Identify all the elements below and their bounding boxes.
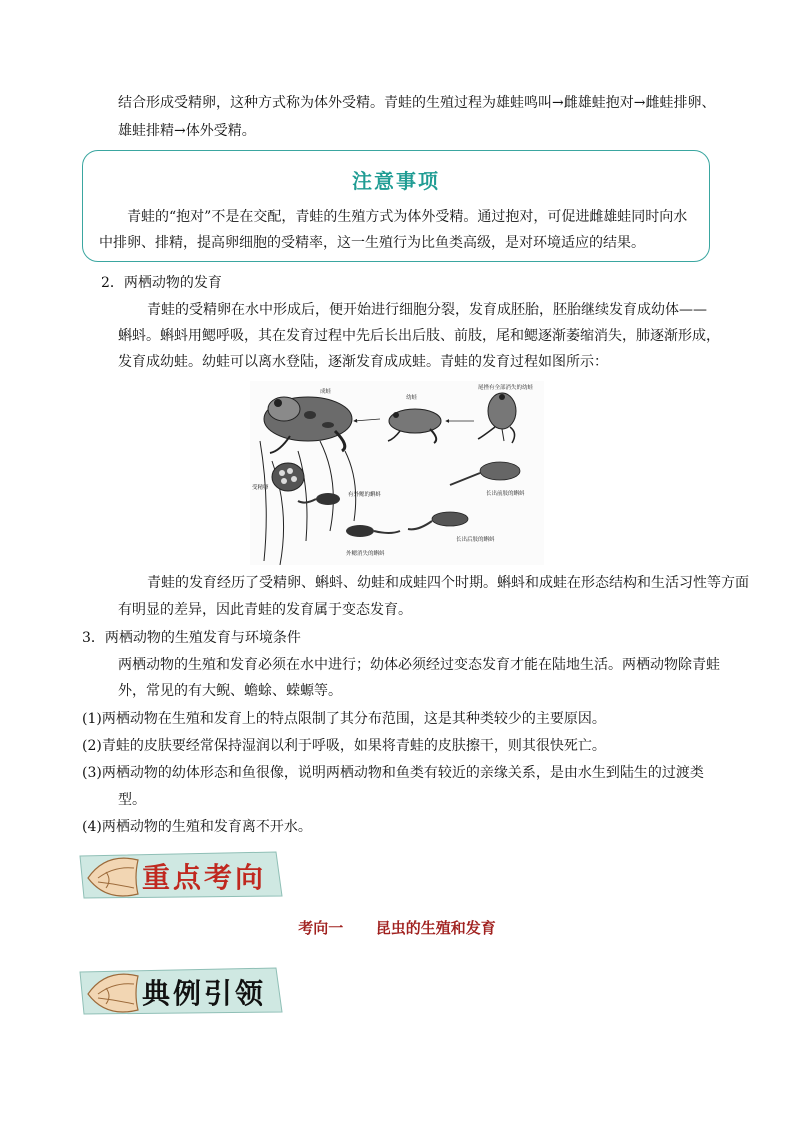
- key-direction-banner: [76, 848, 286, 902]
- label-adult: 成蛙: [320, 389, 332, 395]
- label-external-gill: 有外鳃的蝌蚪: [348, 492, 382, 498]
- section3-heading: 3．两栖动物的生殖发育与环境条件: [82, 630, 301, 646]
- subhead-label: 考向一: [298, 919, 344, 937]
- young-frog-drawing: [388, 409, 441, 443]
- section2-para1-line3: 发育成幼蛙。幼蛙可以离水登陆，逐渐发育成成蛙。青蛙的发育过程如图所示：: [118, 354, 608, 370]
- banner1-text: 重点考向: [142, 861, 267, 894]
- section2-para1-line2: 蝌蚪。蝌蚪用鳃呼吸，其在发育过程中先后长出后肢、前肢，尾和鳃逐渐萎缩消失，肺逐渐形成，: [118, 328, 720, 344]
- note-box: [82, 150, 710, 262]
- tadpole-gill-gone: [346, 525, 400, 537]
- intro-line-1: 结合形成受精卵，这种方式称为体外受精。青蛙的生殖过程为雄蛙鸣叫→雌雄蛙抱对→雌蛙排卵、: [118, 95, 716, 111]
- frog-cycle-illustration: [250, 381, 544, 565]
- tadpole-forelimb: [450, 462, 520, 485]
- note-title: 注意事项: [352, 169, 440, 193]
- section2-para1-line1: 青蛙的受精卵在水中形成后，便开始进行细胞分裂，发育成胚胎，胚胎继续发育成幼体——: [147, 302, 707, 318]
- label-gill-gone: 外鳃消失的蝌蚪: [346, 551, 385, 557]
- section3-para-line1: 两栖动物的生殖和发育必须在水中进行；幼体必须经过变态发育才能在陆地生活。两栖动物除青蛙: [118, 657, 720, 673]
- section2-para2-line1: 青蛙的发育经历了受精卵、蝌蚪、幼蛙和成蛙四个时期。蝌蚪和成蛙在形态结构和生活习性等方面: [147, 575, 749, 591]
- section3-item-3: (3)两栖动物的幼体形态和鱼很像，说明两栖动物和鱼类有较近的亲缘关系，是由水生到陆生的过渡类: [82, 765, 704, 781]
- section3-item-2: (2)青蛙的皮肤要经常保持湿润以利于呼吸，如果将青蛙的皮肤擦干，则其很快死亡。: [82, 738, 606, 754]
- intro-line-2: 雄蛙排精→体外受精。: [118, 123, 256, 139]
- egg-mass-drawing: [272, 463, 304, 491]
- label-hindlimb: 长出后肢的蝌蚪: [456, 537, 495, 543]
- section2-heading: 2．两栖动物的发育: [101, 275, 222, 291]
- section3-para-line2: 外，常见的有大鲵、蟾蜍、蝾螈等。: [118, 683, 342, 699]
- direction-one-subheading: [0, 917, 794, 938]
- section2-para2-line2: 有明显的差异，因此青蛙的发育属于变态发育。: [118, 602, 412, 618]
- subhead-title: 昆虫的生殖和发育: [375, 919, 496, 937]
- label-forelimb: 长出前肢的蝌蚪: [486, 491, 525, 497]
- label-egg: 受精卵: [252, 485, 269, 491]
- label-tail-gone: 尾挫有全部消失的幼蛙: [478, 385, 534, 391]
- label-young: 幼蛙: [406, 395, 418, 401]
- section3-item-1: (1)两栖动物在生殖和发育上的特点限制了其分布范围，这是其种类较少的主要原因。: [82, 711, 606, 727]
- adult-frog-drawing: [264, 397, 352, 453]
- tailed-froglet-drawing: [478, 393, 516, 443]
- tadpole-hindlimb: [408, 512, 468, 529]
- example-banner: [76, 964, 286, 1018]
- section3-item-4: (4)两栖动物的生殖和发育离不开水。: [82, 819, 312, 835]
- frog-development-figure: [250, 381, 544, 565]
- section3-item-3-cont: 型。: [118, 792, 146, 808]
- note-line-1: 青蛙的“抱对”不是在交配，青蛙的生殖方式为体外受精。通过抱对，可促进雌雄蛙同时向水: [127, 209, 688, 225]
- banner2-text: 典例引领: [142, 977, 267, 1010]
- tadpole-external-gill: [298, 493, 340, 505]
- note-line-2: 中排卵、排精，提高卵细胞的受精率，这一生殖行为比鱼类高级，是对环境适应的结果。: [99, 235, 645, 251]
